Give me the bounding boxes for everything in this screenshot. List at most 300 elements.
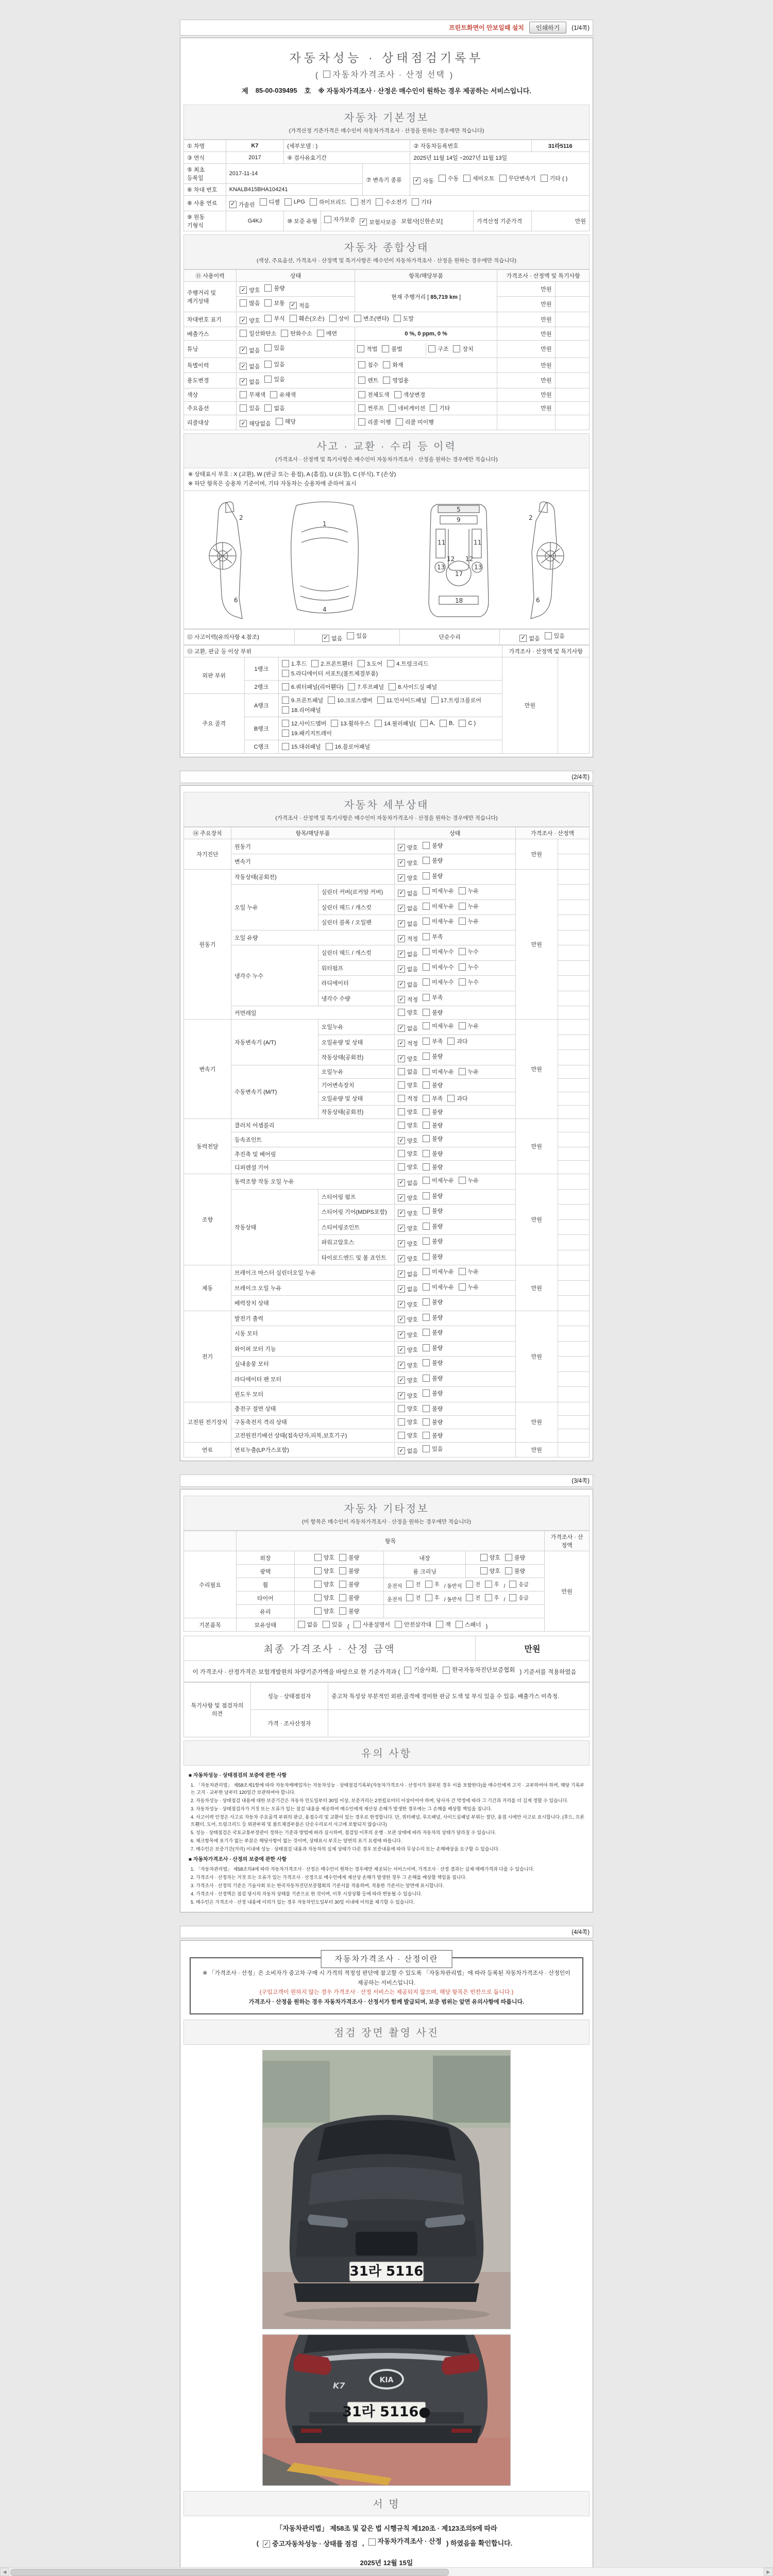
checkbox[interactable]	[413, 177, 421, 184]
checkbox[interactable]	[505, 1567, 512, 1574]
checkbox[interactable]	[398, 1040, 405, 1047]
scrollbar-thumb[interactable]	[10, 2569, 449, 2576]
checkbox[interactable]	[347, 632, 354, 639]
checkbox-option	[298, 1620, 318, 1629]
checkbox[interactable]	[509, 1594, 516, 1601]
checkbox[interactable]	[463, 175, 470, 182]
checkbox[interactable]	[324, 216, 331, 223]
checkbox[interactable]	[282, 730, 289, 737]
checkbox[interactable]	[404, 1667, 411, 1674]
checkbox-option	[423, 1252, 443, 1261]
checkbox[interactable]	[264, 344, 272, 351]
checkbox[interactable]	[282, 697, 289, 704]
checkbox[interactable]	[398, 1447, 405, 1454]
checkbox[interactable]	[264, 404, 272, 412]
checkbox-label: 보통	[274, 300, 285, 307]
checkbox[interactable]	[328, 697, 335, 704]
checkbox[interactable]	[240, 378, 247, 385]
section-subtitle: (색상, 주요옵션, 가격조사 · 산정액 및 특기사항은 매수인이 자동차가격조사 · 산정을 원하는 경우에만 적습니다)	[256, 257, 517, 264]
checkbox[interactable]	[398, 1108, 405, 1115]
table-row: ⑥ 차대 번호 KNALB415BHA104241	[184, 184, 590, 196]
checkbox-label: 있음	[331, 1622, 343, 1629]
svg-text:6: 6	[536, 597, 540, 604]
checkbox[interactable]	[398, 1285, 405, 1293]
checkbox[interactable]	[398, 1377, 405, 1384]
checkbox[interactable]	[398, 1316, 405, 1323]
checkbox[interactable]	[398, 1240, 405, 1247]
checkbox[interactable]	[440, 720, 447, 727]
checkbox[interactable]	[240, 391, 247, 398]
scrollbar-track[interactable]	[9, 2568, 764, 2575]
checkbox-option	[398, 1055, 418, 1063]
checkbox[interactable]	[389, 404, 396, 412]
checkbox[interactable]	[282, 743, 289, 750]
checkbox[interactable]	[314, 1594, 322, 1601]
checkbox[interactable]	[423, 1009, 430, 1016]
checkbox[interactable]	[358, 377, 365, 384]
checkbox[interactable]	[398, 1009, 405, 1016]
checkbox-label: 미세누유	[432, 1269, 454, 1276]
checkbox[interactable]	[423, 1108, 430, 1115]
checkbox-label: 무채색	[249, 392, 266, 398]
checkbox[interactable]	[423, 948, 430, 955]
checkbox[interactable]	[398, 996, 405, 1003]
option-text: 보험사[신한손보]	[401, 218, 443, 225]
checkbox[interactable]	[348, 683, 355, 690]
checkbox[interactable]	[423, 1150, 430, 1157]
checkbox[interactable]	[314, 1554, 322, 1561]
checkbox[interactable]	[339, 1554, 346, 1561]
checkbox[interactable]	[439, 175, 446, 182]
checkbox[interactable]	[282, 670, 289, 677]
checkbox[interactable]	[357, 345, 364, 352]
checkbox[interactable]	[423, 978, 430, 986]
table-row: 2랭크 6.쿼터패널(리어휀다) 7.루프패널 8.사이드실 패널	[184, 680, 590, 693]
checkbox[interactable]	[240, 363, 247, 370]
checkbox[interactable]	[459, 1283, 466, 1291]
checkbox[interactable]	[459, 978, 466, 986]
checkbox[interactable]	[466, 1581, 473, 1588]
checkbox[interactable]	[423, 1432, 430, 1439]
checkbox[interactable]	[396, 418, 403, 426]
checkbox[interactable]	[436, 1621, 443, 1628]
checkbox[interactable]	[282, 720, 289, 727]
checkbox[interactable]	[423, 1329, 430, 1336]
checkbox[interactable]	[421, 720, 428, 727]
checkbox[interactable]	[398, 1163, 405, 1171]
checkbox[interactable]	[459, 1268, 466, 1275]
checkbox[interactable]	[398, 920, 405, 927]
table-row: ⑫ 사고이력(유의사항 4.참조) ✓ 없음 있음 단순수리 ✓ 없음 있음	[184, 630, 590, 645]
checkbox[interactable]	[339, 1567, 346, 1574]
checkbox-label: 네비게이션	[398, 405, 426, 412]
status-options	[394, 1357, 515, 1372]
checkbox[interactable]	[282, 660, 289, 667]
price-value-cell	[558, 1132, 589, 1147]
checkbox[interactable]	[453, 345, 460, 352]
checkbox-label: 있음	[274, 361, 285, 368]
checkbox-option	[428, 345, 448, 353]
checkbox[interactable]	[423, 1268, 430, 1275]
checkbox[interactable]	[240, 404, 247, 412]
checkbox[interactable]	[339, 1581, 346, 1588]
checkbox[interactable]	[459, 963, 466, 971]
checkbox[interactable]	[398, 905, 405, 912]
checkbox[interactable]	[459, 1177, 466, 1184]
checkbox[interactable]	[383, 361, 390, 368]
checkbox[interactable]	[456, 1621, 463, 1628]
checkbox[interactable]	[423, 963, 430, 971]
checkbox[interactable]	[383, 377, 390, 384]
horizontal-scrollbar[interactable]	[0, 2567, 773, 2576]
checkbox[interactable]	[314, 1581, 322, 1588]
price-value-cell	[558, 1020, 589, 1035]
checkbox[interactable]	[541, 175, 548, 182]
checkbox-option	[423, 1067, 454, 1076]
checkbox-label: 보험사보증	[369, 219, 397, 226]
checkbox[interactable]	[398, 1025, 405, 1032]
checkbox[interactable]	[387, 660, 394, 667]
checkbox[interactable]	[398, 1225, 405, 1232]
checkbox-option	[240, 316, 260, 325]
checkbox-option	[398, 1346, 418, 1354]
checkbox[interactable]	[394, 391, 401, 398]
checkbox[interactable]	[398, 1210, 405, 1217]
checkbox[interactable]	[281, 330, 288, 337]
checkbox[interactable]	[459, 1068, 466, 1075]
checkbox-label: 19.패키지트레이	[291, 730, 332, 737]
checkbox[interactable]	[423, 1053, 430, 1060]
item-name: 실내송풍 모터	[231, 1357, 394, 1372]
checkbox[interactable]	[423, 918, 430, 925]
checkbox-label: 불량	[432, 1299, 443, 1306]
checkbox[interactable]	[425, 1594, 432, 1601]
item-name: 시동 모터	[231, 1326, 394, 1342]
checkbox[interactable]	[264, 376, 272, 383]
checkbox[interactable]	[459, 887, 466, 894]
checkbox-option	[240, 378, 260, 386]
checkbox[interactable]	[276, 418, 283, 425]
checkbox[interactable]	[480, 1554, 488, 1561]
checkbox[interactable]	[264, 284, 272, 292]
checkbox-option	[423, 1313, 443, 1321]
checkbox[interactable]	[282, 706, 289, 714]
checkbox[interactable]	[398, 1331, 405, 1338]
option-text: / 동반석	[444, 1583, 462, 1589]
checkbox-label: 부족	[432, 934, 443, 940]
checkbox[interactable]	[423, 1022, 430, 1029]
checkbox-option	[398, 1240, 418, 1248]
scroll-right-arrow-icon[interactable]: ▶	[764, 2568, 773, 2576]
section-title: 자동차 세부상태	[344, 799, 429, 811]
checkbox-label: 누수	[467, 949, 479, 956]
checkbox[interactable]	[423, 1095, 430, 1102]
checkbox-label: 썬루프	[367, 405, 384, 412]
checkbox[interactable]	[354, 315, 361, 322]
checkbox[interactable]	[240, 286, 247, 294]
checkbox[interactable]	[317, 330, 324, 337]
checkbox[interactable]	[423, 1405, 430, 1412]
checkbox-label: 후	[494, 1596, 499, 1602]
checkbox[interactable]	[398, 1270, 405, 1278]
checkbox[interactable]	[423, 1192, 430, 1199]
checkbox[interactable]	[423, 887, 430, 894]
checkbox[interactable]	[339, 1607, 346, 1615]
checkbox-option	[395, 1620, 431, 1629]
checkbox[interactable]	[423, 1344, 430, 1351]
checkbox[interactable]	[270, 391, 277, 398]
checkbox-option	[398, 1149, 418, 1158]
sub-item-name: 스티어링 펌프	[318, 1189, 394, 1205]
checkbox-label: B,	[449, 720, 455, 726]
checkbox[interactable]	[329, 315, 337, 322]
checkbox[interactable]	[423, 1038, 430, 1045]
checkbox[interactable]	[423, 1135, 430, 1142]
checkbox[interactable]	[505, 1554, 512, 1561]
checkbox-label: 기타 ( )	[549, 176, 568, 182]
checkbox[interactable]	[398, 1068, 405, 1075]
status-options	[394, 1174, 515, 1190]
checkbox[interactable]	[423, 857, 430, 864]
checkbox[interactable]	[310, 198, 317, 206]
checkbox[interactable]	[480, 1567, 488, 1574]
checkbox[interactable]	[423, 1445, 430, 1452]
checkbox[interactable]	[423, 1163, 430, 1171]
checkbox[interactable]	[459, 903, 466, 910]
notice-item: 2. 가격조사 · 산정자는 거짓 또는 오류가 있는 가격조사 · 산정으로 매수인에게 재산상 손해가 발생한 경우 그 손해를 배상할 책임을 집니다.	[191, 1875, 467, 1880]
checkbox[interactable]	[398, 859, 405, 867]
checkbox[interactable]	[240, 420, 247, 427]
checkbox[interactable]	[423, 1418, 430, 1426]
checkbox[interactable]	[423, 1298, 430, 1306]
checkbox[interactable]	[545, 632, 552, 639]
checkbox[interactable]	[398, 1055, 405, 1062]
checkbox-option	[423, 1404, 443, 1413]
checkbox[interactable]	[354, 1621, 361, 1628]
checkbox[interactable]	[509, 1581, 516, 1588]
checkbox[interactable]	[368, 2538, 376, 2546]
accident-history-table	[183, 629, 590, 645]
status-options	[394, 1265, 515, 1281]
checkbox[interactable]	[406, 1581, 413, 1588]
checkbox[interactable]	[395, 1621, 402, 1628]
checkbox-label: 있음	[274, 377, 285, 383]
checkbox[interactable]	[423, 1068, 430, 1075]
table-row: ⑬ 교환, 판금 등 이상 부위 가격조사 · 산정액 및 특기사항	[184, 645, 590, 657]
svg-text:2: 2	[239, 514, 243, 522]
checkbox[interactable]	[358, 361, 365, 368]
checkbox[interactable]	[423, 1177, 430, 1184]
checkbox[interactable]	[398, 1432, 405, 1439]
svg-text:6: 6	[234, 597, 238, 604]
checkbox[interactable]	[398, 1194, 405, 1201]
checkbox-label: 누유	[467, 888, 479, 895]
checkbox-label: 불량	[432, 1136, 443, 1142]
checkbox[interactable]	[398, 1346, 405, 1353]
checkbox[interactable]	[398, 935, 405, 942]
checkbox[interactable]	[311, 660, 318, 667]
checkbox[interactable]	[398, 1418, 405, 1426]
checkbox[interactable]	[376, 198, 383, 206]
checkbox[interactable]	[447, 1095, 455, 1102]
checkbox[interactable]	[423, 1283, 430, 1291]
checkbox[interactable]	[398, 1137, 405, 1144]
checkbox[interactable]	[423, 1207, 430, 1214]
checkbox[interactable]	[398, 1179, 405, 1187]
checkbox[interactable]	[423, 1314, 430, 1321]
checkbox[interactable]	[459, 918, 466, 925]
checkbox-option	[398, 1361, 418, 1369]
checkbox[interactable]	[284, 198, 292, 206]
checkbox[interactable]	[323, 1621, 330, 1628]
final-price-title: 최종 가격조사 · 산정 금액	[263, 1644, 396, 1655]
checkbox[interactable]	[398, 965, 405, 973]
checkbox[interactable]	[377, 697, 384, 704]
status-options	[394, 1205, 515, 1220]
checkbox[interactable]	[298, 1621, 305, 1628]
checkbox[interactable]	[485, 1594, 492, 1601]
scroll-left-arrow-icon[interactable]: ◀	[0, 2568, 9, 2576]
checkbox[interactable]	[264, 299, 272, 307]
checkbox[interactable]	[358, 418, 365, 426]
status-options	[394, 930, 515, 945]
checkbox[interactable]	[240, 317, 247, 324]
checkbox[interactable]	[431, 697, 439, 704]
checkbox[interactable]	[398, 1122, 405, 1129]
checkbox-option	[423, 963, 454, 971]
checkbox[interactable]	[264, 315, 272, 322]
print-button[interactable]: 인쇄하기	[529, 22, 566, 33]
checkbox-label: 사용설명서	[362, 1622, 390, 1629]
checkbox[interactable]	[423, 1389, 430, 1397]
checkbox[interactable]	[459, 720, 466, 727]
checkbox-label: 양호	[407, 1405, 418, 1412]
checkbox[interactable]	[264, 361, 272, 368]
checkbox[interactable]	[423, 872, 430, 879]
checkbox[interactable]	[423, 1223, 430, 1230]
print-install-notice[interactable]: 프린트화면이 안보일때 설치	[449, 24, 524, 31]
checkbox[interactable]	[358, 660, 365, 667]
checkbox[interactable]	[499, 175, 507, 182]
checkbox-label: 양호	[407, 1226, 418, 1232]
checkbox[interactable]	[398, 981, 405, 988]
checkbox-label: 적정	[407, 936, 418, 943]
checkbox[interactable]	[447, 1038, 455, 1045]
checkbox[interactable]	[423, 1253, 430, 1260]
checkbox[interactable]	[240, 330, 247, 337]
checkbox-label: 없음	[249, 364, 260, 370]
checkbox-label: 미세누유	[432, 1023, 454, 1030]
checkbox[interactable]	[398, 1095, 405, 1102]
checkbox[interactable]	[459, 948, 466, 955]
checkbox[interactable]	[423, 1238, 430, 1245]
checkbox[interactable]	[382, 345, 389, 352]
checkbox[interactable]	[398, 951, 405, 958]
checkbox[interactable]	[326, 743, 333, 750]
checkbox[interactable]	[423, 903, 430, 910]
checkbox[interactable]	[398, 1392, 405, 1399]
checkbox-option	[431, 696, 481, 704]
checkbox[interactable]	[263, 2540, 270, 2548]
checkbox[interactable]	[430, 404, 437, 412]
checkbox[interactable]	[423, 842, 430, 849]
checkbox-option	[354, 314, 389, 323]
doc-no-suffix: 호	[304, 87, 311, 95]
checkbox-label: 양호	[407, 1332, 418, 1338]
checkbox-label: 없음	[407, 921, 418, 927]
checkbox[interactable]	[485, 1581, 492, 1588]
checkbox[interactable]	[394, 315, 401, 322]
checkbox[interactable]	[282, 683, 289, 690]
checkbox[interactable]	[290, 302, 297, 309]
checkbox[interactable]	[423, 1375, 430, 1382]
checkbox[interactable]	[398, 1081, 405, 1089]
checkbox[interactable]	[398, 1301, 405, 1308]
checkbox[interactable]	[398, 1405, 405, 1412]
checkbox[interactable]	[423, 994, 430, 1001]
checkbox[interactable]	[423, 1081, 430, 1089]
checkbox[interactable]	[314, 1567, 322, 1574]
checkbox[interactable]	[428, 345, 435, 352]
checkbox[interactable]	[398, 890, 405, 897]
checkbox[interactable]	[398, 1362, 405, 1369]
sub-item-name: 오일유량 및 상태	[318, 1035, 394, 1050]
checkbox[interactable]	[322, 635, 329, 642]
checkbox[interactable]	[260, 198, 267, 206]
checkbox[interactable]	[443, 1667, 450, 1674]
checkbox[interactable]	[375, 720, 382, 727]
checkbox[interactable]	[358, 391, 365, 398]
checkbox[interactable]	[398, 1150, 405, 1157]
checkbox[interactable]	[423, 933, 430, 940]
checkbox[interactable]	[229, 201, 237, 208]
checkbox[interactable]	[519, 635, 527, 642]
checkbox[interactable]	[331, 720, 338, 727]
checkbox-option	[423, 1134, 443, 1143]
checkbox[interactable]	[314, 1607, 322, 1615]
checkbox-label: 과다	[457, 1095, 468, 1102]
checkbox[interactable]	[240, 299, 247, 307]
checkbox-option	[398, 1194, 418, 1202]
checkbox-option	[459, 902, 479, 910]
checkbox-option	[240, 404, 260, 412]
checkbox[interactable]	[323, 71, 330, 78]
checkbox[interactable]	[290, 315, 297, 322]
checkbox[interactable]	[358, 404, 365, 412]
status-options	[394, 915, 515, 930]
checkbox[interactable]	[389, 683, 396, 690]
checkbox[interactable]	[240, 347, 247, 354]
checkbox[interactable]	[406, 1594, 413, 1601]
checkbox[interactable]	[398, 874, 405, 882]
checkbox[interactable]	[412, 198, 419, 206]
checkbox[interactable]	[351, 198, 358, 206]
checkbox[interactable]	[466, 1594, 473, 1601]
checkbox-option	[317, 329, 337, 337]
checkbox[interactable]	[423, 1122, 430, 1129]
page-indicator-2: (2/4쪽)	[572, 774, 590, 781]
notice-item: 5. 매수인은 가격조사 · 산정 내용에 이의가 있는 경우 자동차인도일부터 30일 이내에 이의를 제기할 수 있습니다.	[191, 1899, 415, 1905]
checkbox[interactable]	[360, 218, 367, 226]
checkbox[interactable]	[459, 1022, 466, 1029]
table-row: 튜닝 ✓ 없음 있음 적법 불법 구조 장치 만원	[184, 341, 590, 358]
checkbox[interactable]	[423, 1359, 430, 1366]
checkbox[interactable]	[398, 844, 405, 851]
checkbox[interactable]	[398, 1255, 405, 1262]
checkbox-option	[322, 634, 342, 642]
checkbox[interactable]	[339, 1594, 346, 1601]
checkbox[interactable]	[425, 1581, 432, 1588]
